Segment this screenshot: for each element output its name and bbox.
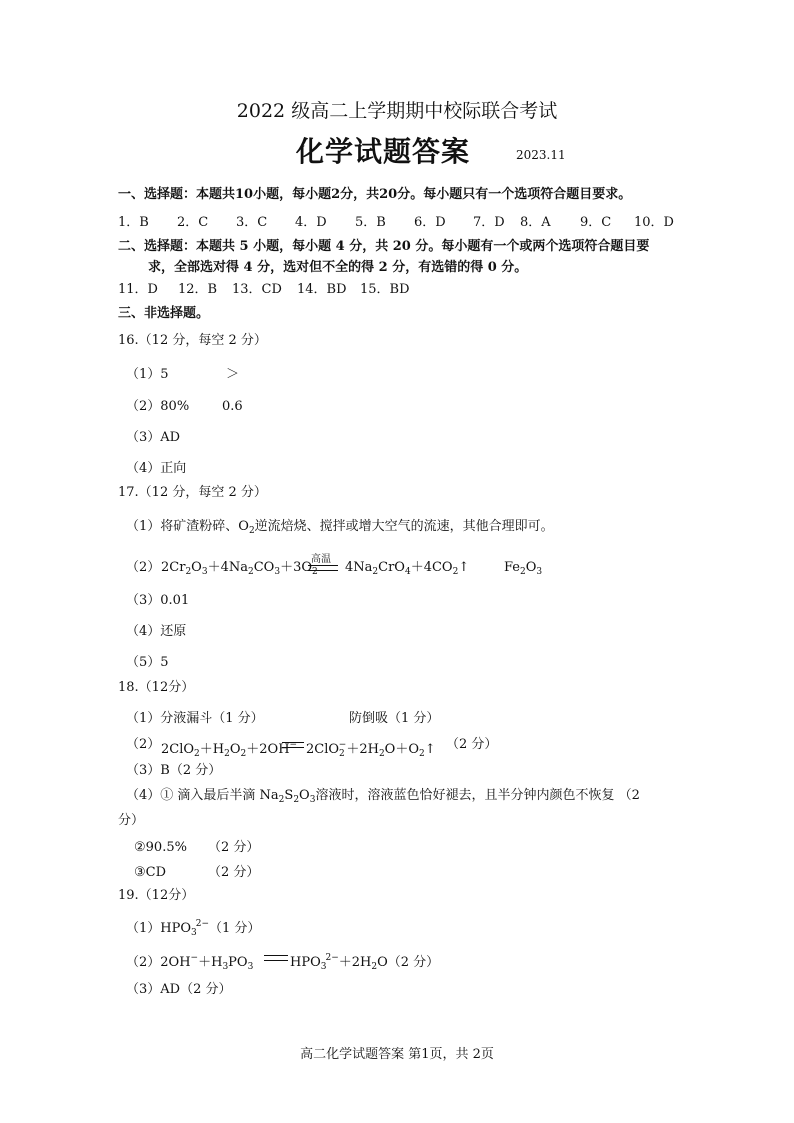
q18-answer-2-label: （2）	[126, 737, 161, 752]
mc-answer-5: 5．B	[355, 215, 386, 230]
q19-heading: 19.（12分）	[118, 888, 195, 903]
q18-equation-rhs: $2ClO_2^-+2H_2O+O_2↑$	[306, 740, 436, 759]
q19-answer-1: $(1)HPO_3^{2-}(1$ 分）	[126, 919, 261, 938]
q16-answer-4: （4）正向	[126, 461, 187, 476]
q18-heading: 18.（12分）	[118, 680, 195, 695]
mc-answer-4: 4．D	[295, 215, 327, 230]
exam-date: 2023.11	[516, 148, 566, 162]
q17-heading: 17.（12 分，每空 2 分）	[118, 485, 267, 500]
q17-answer-2b: $Fe_2O_3$	[504, 560, 543, 577]
q17-equation-rhs: $4Na_2CrO_4+4CO_2↑$	[345, 560, 470, 577]
subject-title: 化学试题答案	[296, 135, 471, 168]
section1-heading: 一、选择题：本题共10小题，每小题2分，共20分。每小题只有一个选项符合题目要求。	[118, 187, 632, 202]
q17-answer-4: （4）还原	[126, 624, 187, 639]
mc-answer-15: 15．BD	[360, 282, 410, 297]
mc-answer-1: 1．B	[118, 215, 149, 230]
mc-answer-3: 3．C	[236, 215, 268, 230]
q18-answer-1b: 防倒吸（1 分）	[349, 711, 440, 726]
q16-answer-1b: ＞	[226, 367, 240, 382]
mc-answer-14: 14．BD	[297, 282, 347, 297]
q18-answer-4-3: ③CD	[134, 865, 167, 880]
q16-heading: 16.（12 分，每空 2 分）	[118, 333, 267, 348]
q16-answer-2: （2）80%	[126, 399, 190, 414]
equals-arrow	[264, 955, 288, 961]
q18-answer-4-2: ②90.5%	[134, 840, 187, 855]
mc-answer-13: 13．CD	[232, 282, 282, 297]
q18-answer-3: （3）B（2 分）	[126, 763, 222, 778]
mc-answer-12: 12．B	[178, 282, 218, 297]
q16-answer-3: （3）AD	[126, 430, 181, 445]
q18-equation-lhs: $2ClO_2+H_2O_2+2OH^-$	[161, 740, 298, 759]
q17-answer-3: （3）0.01	[126, 593, 190, 608]
q18-answer-1: （1）分液漏斗（1 分）	[126, 711, 264, 726]
q17-equation-lhs: $2Cr_2O_3+4Na_2CO_3+3O_2$	[161, 560, 318, 577]
section2-heading-line2: 求，全部选对得 4 分，选对但不全的得 2 分，有选错的得 0 分。	[148, 260, 528, 275]
q17-answer-1: （1）将矿渣粉碎、$O_2$逆流焙烧、搅拌或增大空气的流速，其他合理即可。	[126, 519, 554, 536]
page-footer: 高二化学试题答案 第1页，共 2页	[300, 1047, 494, 1062]
q18-answer-4-cont: 分）	[118, 813, 145, 828]
q19-answer-3: （3）AD（2 分）	[126, 982, 232, 997]
mc-answer-9: 9．C	[580, 215, 612, 230]
mc-answer-2: 2．C	[177, 215, 209, 230]
q18-answer-2-score: （2 分）	[446, 737, 498, 752]
mc-answer-6: 6．D	[414, 215, 446, 230]
reaction-condition: 高温	[311, 554, 331, 565]
section3-heading: 三、非选择题。	[118, 306, 210, 321]
q16-answer-1: （1）5	[126, 367, 169, 382]
equals-arrow	[308, 565, 338, 571]
mc-answer-11: 11．D	[118, 282, 158, 297]
section2-heading-line1: 二、选择题：本题共 5 小题，每小题 4 分，共 20 分。每小题有一个或两个选项符合题目要	[118, 239, 650, 254]
q18-answer-4-3b: （2 分）	[208, 865, 260, 880]
q16-answer-2b: 0.6	[222, 399, 243, 414]
exam-title: 2022 级高二上学期期中校际联合考试	[236, 100, 558, 122]
mc-answer-8: 8．A	[520, 215, 551, 230]
q18-answer-4-1: （4）① 滴入最后半滴 $Na_2S_2O_3$溶液时，溶液蓝色恰好褪去，且半分钟内颜色不恢复 （2	[126, 788, 640, 805]
q19-equation-rhs: $HPO_3^{2-}+2H_2O(2$ 分）	[290, 953, 440, 972]
q17-answer-2-label: （2）	[126, 560, 161, 575]
q17-answer-5: （5）5	[126, 655, 169, 670]
mc-answer-10: 10．D	[634, 215, 674, 230]
q19-equation-lhs: $(2)2OH^-+H_3PO_3$	[126, 953, 254, 972]
equals-arrow	[282, 742, 304, 748]
q18-answer-4-2b: （2 分）	[208, 840, 260, 855]
mc-answer-7: 7．D	[473, 215, 505, 230]
